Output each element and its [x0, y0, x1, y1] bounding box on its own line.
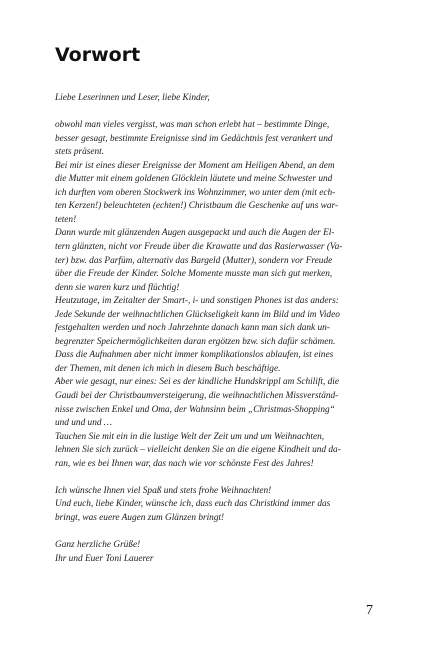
text-line: Ich wünsche Ihnen viel Spaß und stets frohe Weihnachten! [55, 485, 272, 496]
text-line: der Themen, mit denen ich mich in diesem Buch beschäftige. [55, 363, 281, 374]
chapter-title: Vorwort [55, 44, 141, 66]
text-line: teten! [55, 214, 77, 225]
text-line: die Mutter mit einem goldenen Glöcklein läutete und meine Schwester und [55, 174, 333, 185]
text-line: denn sie waren kurz und flüchtig! [55, 282, 180, 293]
text-line: besser gesagt, bestimmte Ereignisse sind im Gedächtnis fest verankert und [55, 133, 333, 144]
page-number: 7 [366, 603, 373, 618]
blank-line [55, 526, 373, 540]
preface-text [55, 92, 373, 566]
text-line: ter) bzw. das Parfüm, alternativ das Bargeld (Mutter), sondern vor Freude [55, 255, 333, 266]
text-line: ten Kerzen!) beleuchteten (echten!) Christbaum die Geschenke auf uns war- [55, 201, 339, 212]
text-line: begrenzter Speichermöglichkeiten daran ergötzen bzw. sich dafür schämen. [55, 336, 336, 347]
text-line: Bei mir ist eines dieser Ereignisse der Moment am Heiligen Abend, an dem [55, 160, 335, 171]
text-line: Ganz herzliche Grüße! [55, 540, 141, 551]
text-line: Dann wurde mit glänzenden Augen ausgepackt und auch die Augen der El- [55, 228, 335, 239]
text-line: nisse zwischen Enkel und Oma, der Wahnsinn beim „Christmas-Shopping“ [55, 404, 335, 415]
text-line: obwohl man vieles vergisst, was man schon erlebt hat – bestimmte Dinge, [55, 120, 330, 131]
text-line: Und euch, liebe Kinder, wünsche ich, dass euch das Christkind immer das [55, 499, 331, 510]
text-line: stets präsent. [55, 147, 105, 158]
text-line: Heutzutage, im Zeitalter der Smart-, i- und sonstigen Phones ist das anders: [55, 296, 339, 307]
text-line: Ihr und Euer Toni Lauerer [55, 553, 154, 564]
text-line: ich durften vom oberen Stockwerk ins Wohnzimmer, wo unter dem (mit ech- [55, 187, 336, 198]
blank-line [55, 106, 373, 120]
text-line: Dass die Aufnahmen aber nicht immer komplikationslos ablaufen, ist eines [55, 350, 334, 361]
text-line: Tauchen Sie mit ein in die lustige Welt der Zeit um und um Weihnachten, [55, 431, 325, 442]
text-line: Liebe Leserinnen und Leser, liebe Kinder, [55, 93, 210, 103]
text-line: über die Freude der Kinder. Solche Momente musste man sich gut merken, [55, 269, 333, 280]
text-line: ran, wie es bei Ihnen war, das nach wie vor schönste Fest des Jahres! [55, 458, 314, 469]
text-line: Gaudi bei der Christbaumversteigerung, die weihnachtlichen Missverständ- [55, 391, 339, 402]
text-line: und und und … [55, 418, 113, 429]
text-line: tern glänzten, nicht vor Freude über die Krawatte und das Rasierwasser (Va- [55, 242, 343, 253]
text-line: Aber wie gesagt, nur eines: Sei es der kindliche Hundskrippl am Schilift, die [55, 377, 340, 388]
text-line: lehnen Sie sich zurück – vielleicht denken Sie an die eigene Kindheit und da- [55, 445, 341, 456]
blank-line [55, 471, 373, 485]
text-line: Jede Sekunde der weihnachtlichen Glückseligkeit kann im Bild und im Video [55, 309, 340, 320]
text-line: bringt, was euere Augen zum Glänzen bringt! [55, 512, 225, 523]
text-line: festgehalten werden und noch Jahrzehnte danach kann man sich dank un- [55, 323, 330, 334]
